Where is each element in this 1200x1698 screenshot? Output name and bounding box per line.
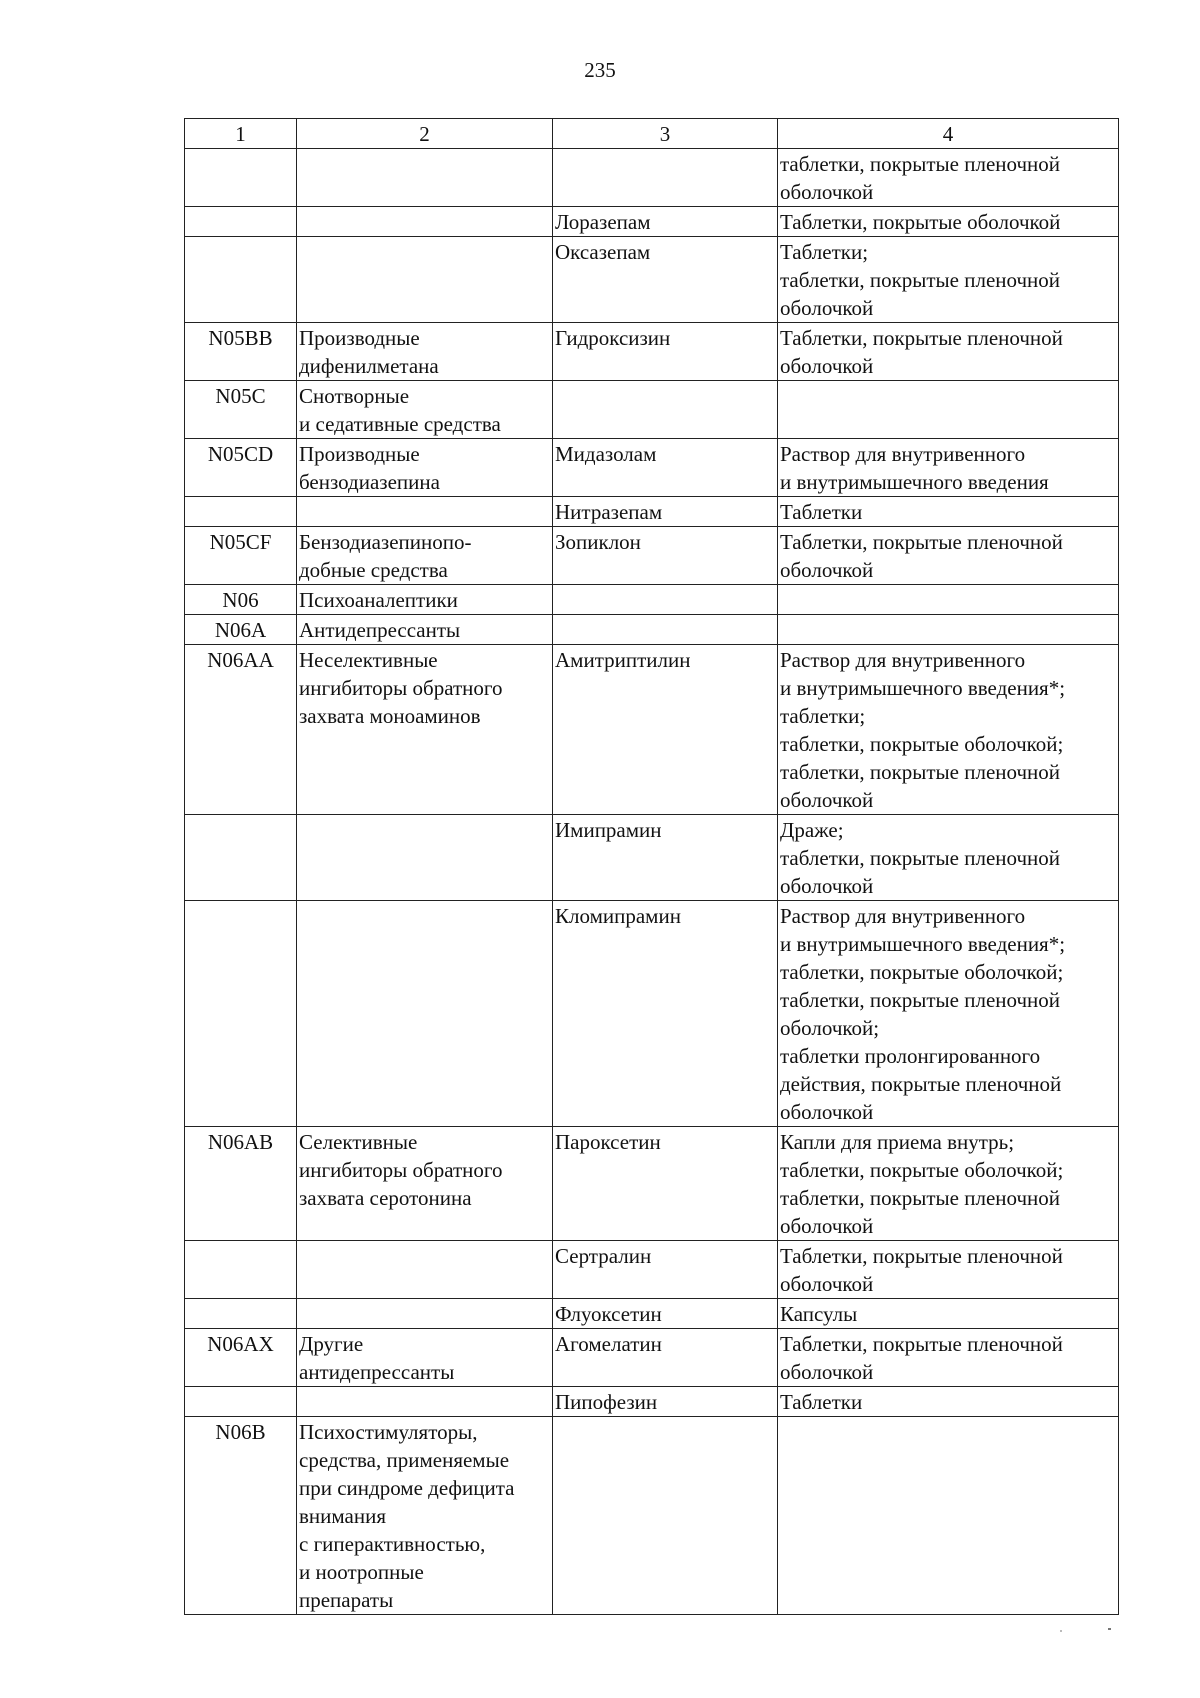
header-cell-col4: 4 [778, 119, 1119, 149]
drug-name-cell [553, 1241, 778, 1299]
atc-code-cell [185, 1241, 297, 1299]
drug-name-line: Мидазолам [555, 442, 657, 466]
drug-name-cell [553, 1387, 778, 1417]
drug-name-line: Сертралин [555, 1244, 652, 1268]
dosage-form-line: таблетки, покрытые оболочкой; [780, 1158, 1064, 1182]
table-row [185, 585, 1119, 615]
group-name-line: антидепрессанты [299, 1360, 455, 1384]
atc-code-cell: N05CF [185, 527, 297, 585]
drug-name-cell [553, 237, 778, 323]
group-name-line: препараты [299, 1588, 394, 1612]
group-name-cell [297, 237, 553, 323]
dosage-form-line: таблетки, покрытые пленочной [780, 152, 1061, 176]
dosage-form-line: таблетки, покрытые пленочной [780, 846, 1061, 870]
dosage-form-cell [778, 1417, 1119, 1615]
drug-name-line: Флуоксетин [555, 1302, 662, 1326]
group-name-cell [297, 381, 553, 439]
dosage-form-cell [778, 497, 1119, 527]
drug-name-cell [553, 527, 778, 585]
group-name-line: Селективные [299, 1130, 418, 1154]
dosage-form-line: действия, покрытые пленочной [780, 1072, 1062, 1096]
group-name-line: дифенилметана [299, 354, 439, 378]
dosage-form-cell [778, 381, 1119, 439]
dosage-form-line: оболочкой [780, 558, 874, 582]
group-name-cell [297, 815, 553, 901]
scan-artifact [1060, 1630, 1062, 1632]
drug-name-line: Гидроксизин [555, 326, 671, 350]
dosage-form-line: и внутримышечного введения [780, 470, 1049, 494]
drug-name-cell [553, 1417, 778, 1615]
atc-code-cell [185, 497, 297, 527]
table-row [185, 497, 1119, 527]
header-cell-col1: 1 [185, 119, 297, 149]
dosage-form-cell [778, 323, 1119, 381]
group-name-cell [297, 149, 553, 207]
group-name-cell [297, 1329, 553, 1387]
dosage-form-cell [778, 1299, 1119, 1329]
dosage-form-line: Капли для приема внутрь; [780, 1130, 1015, 1154]
group-name-line: средства, применяемые [299, 1448, 510, 1472]
dosage-form-line: таблетки пролонгированного [780, 1044, 1041, 1068]
atc-code-cell: N05C [185, 381, 297, 439]
dosage-form-line: оболочкой [780, 354, 874, 378]
dosage-form-cell [778, 207, 1119, 237]
dosage-form-cell [778, 527, 1119, 585]
group-name-line: Производные [299, 442, 420, 466]
dosage-form-line: Раствор для внутривенного [780, 648, 1026, 672]
dosage-form-cell [778, 1241, 1119, 1299]
group-name-line: Производные [299, 326, 420, 350]
group-name-line: Антидепрессанты [299, 618, 461, 642]
dosage-form-line: Раствор для внутривенного [780, 904, 1026, 928]
dosage-form-cell [778, 585, 1119, 615]
group-name-line: Психоаналептики [299, 588, 458, 612]
dosage-form-cell [778, 615, 1119, 645]
header-cell-col3: 3 [553, 119, 778, 149]
atc-code-cell [185, 1387, 297, 1417]
group-name-line: Другие [299, 1332, 364, 1356]
group-name-cell [297, 1417, 553, 1615]
group-name-cell [297, 439, 553, 497]
dosage-form-line: Таблетки, покрытые пленочной [780, 326, 1063, 350]
table-row [185, 645, 1119, 815]
group-name-cell [297, 1387, 553, 1417]
drug-name-line: Оксазепам [555, 240, 651, 264]
group-name-cell [297, 527, 553, 585]
drug-name-cell [553, 207, 778, 237]
dosage-form-cell [778, 645, 1119, 815]
dosage-form-line: Таблетки, покрытые пленочной [780, 1332, 1063, 1356]
dosage-form-cell [778, 901, 1119, 1127]
dosage-form-cell [778, 1329, 1119, 1387]
dosage-form-cell [778, 1127, 1119, 1241]
dosage-form-line: таблетки, покрытые оболочкой; [780, 732, 1064, 756]
drug-name-cell [553, 381, 778, 439]
atc-code-cell [185, 207, 297, 237]
table-row [185, 1387, 1119, 1417]
group-name-line: захвата серотонина [299, 1186, 472, 1210]
group-name-cell [297, 645, 553, 815]
table-row [185, 1127, 1119, 1241]
drug-name-cell [553, 1329, 778, 1387]
group-name-line: Снотворные [299, 384, 410, 408]
dosage-form-cell [778, 237, 1119, 323]
drug-name-cell [553, 585, 778, 615]
dosage-form-cell [778, 149, 1119, 207]
group-name-cell [297, 585, 553, 615]
drug-name-line: Нитразепам [555, 500, 663, 524]
group-name-line: внимания [299, 1504, 386, 1528]
scan-artifact [1108, 1628, 1111, 1630]
dosage-form-line: Таблетки, покрытые пленочной [780, 1244, 1063, 1268]
drug-classification-table [184, 118, 1119, 1615]
drug-name-line: Пароксетин [555, 1130, 661, 1154]
group-name-line: Бензодиазепинопо- [299, 530, 472, 554]
dosage-form-line: Таблетки, покрытые оболочкой [780, 210, 1061, 234]
dosage-form-line: Капсулы [780, 1302, 858, 1326]
dosage-form-line: Таблетки, покрытые пленочной [780, 530, 1063, 554]
group-name-line: добные средства [299, 558, 448, 582]
page-number: 235 [584, 58, 616, 82]
drug-name-line: Зопиклон [555, 530, 641, 554]
table-row [185, 615, 1119, 645]
drug-name-cell [553, 1127, 778, 1241]
dosage-form-line: оболочкой [780, 1360, 874, 1384]
dosage-form-line: оболочкой [780, 1272, 874, 1296]
dosage-form-line: оболочкой [780, 1100, 874, 1124]
group-name-cell [297, 1127, 553, 1241]
table-row [185, 1329, 1119, 1387]
dosage-form-line: Раствор для внутривенного [780, 442, 1026, 466]
drug-name-cell [553, 901, 778, 1127]
dosage-form-line: Таблетки [780, 1390, 863, 1414]
atc-code-cell [185, 815, 297, 901]
dosage-form-cell [778, 439, 1119, 497]
dosage-form-line: оболочкой [780, 296, 874, 320]
group-name-line: ингибиторы обратного [299, 1158, 503, 1182]
atc-code-cell: N06A [185, 615, 297, 645]
table-row [185, 815, 1119, 901]
dosage-form-line: таблетки, покрытые пленочной [780, 760, 1061, 784]
dosage-form-cell [778, 1387, 1119, 1417]
dosage-form-line: оболочкой [780, 874, 874, 898]
dosage-form-line: Драже; [780, 818, 844, 842]
atc-code-cell [185, 149, 297, 207]
dosage-form-line: оболочкой; [780, 1016, 880, 1040]
drug-name-line: Амитриптилин [555, 648, 691, 672]
atc-code-cell: N06AB [185, 1127, 297, 1241]
table-row [185, 237, 1119, 323]
group-name-cell [297, 615, 553, 645]
drug-name-line: Имипрамин [555, 818, 662, 842]
group-name-cell [297, 207, 553, 237]
atc-code-cell: N05BB [185, 323, 297, 381]
group-name-line: ингибиторы обратного [299, 676, 503, 700]
table-row [185, 901, 1119, 1127]
group-name-cell [297, 1241, 553, 1299]
group-name-line: Психостимуляторы, [299, 1420, 478, 1444]
drug-name-line: Лоразепам [555, 210, 651, 234]
group-name-cell [297, 497, 553, 527]
table-row [185, 1241, 1119, 1299]
table-row [185, 527, 1119, 585]
drug-name-cell [553, 439, 778, 497]
drug-name-cell [553, 497, 778, 527]
table-row [185, 207, 1119, 237]
atc-code-cell [185, 237, 297, 323]
group-name-line: с гиперактивностью, [299, 1532, 486, 1556]
atc-code-cell: N06 [185, 585, 297, 615]
group-name-line: бензодиазепина [299, 470, 440, 494]
drug-name-cell [553, 645, 778, 815]
header-cell-col2: 2 [297, 119, 553, 149]
drug-name-line: Пипофезин [555, 1390, 658, 1414]
drug-name-cell [553, 815, 778, 901]
table-row [185, 1417, 1119, 1615]
table-row [185, 323, 1119, 381]
group-name-cell [297, 323, 553, 381]
atc-code-cell: N05CD [185, 439, 297, 497]
dosage-form-line: оболочкой [780, 1214, 874, 1238]
dosage-form-line: таблетки, покрытые пленочной [780, 988, 1061, 1012]
atc-code-cell [185, 1299, 297, 1329]
dosage-form-line: таблетки, покрытые оболочкой; [780, 960, 1064, 984]
group-name-line: и седативные средства [299, 412, 501, 436]
group-name-cell [297, 901, 553, 1127]
dosage-form-line: таблетки, покрытые пленочной [780, 268, 1061, 292]
group-name-cell [297, 1299, 553, 1329]
table-header-row [185, 119, 1119, 149]
table-row [185, 439, 1119, 497]
group-name-line: при синдроме дефицита [299, 1476, 515, 1500]
atc-code-cell [185, 901, 297, 1127]
dosage-form-line: таблетки, покрытые пленочной [780, 1186, 1061, 1210]
drug-name-line: Кломипрамин [555, 904, 681, 928]
drug-name-cell [553, 149, 778, 207]
dosage-form-line: Таблетки; [780, 240, 869, 264]
atc-code-cell: N06AA [185, 645, 297, 815]
dosage-form-line: таблетки; [780, 704, 866, 728]
group-name-line: и ноотропные [299, 1560, 424, 1584]
dosage-form-line: и внутримышечного введения*; [780, 932, 1066, 956]
group-name-line: захвата моноаминов [299, 704, 481, 728]
table-row [185, 381, 1119, 439]
drug-name-cell [553, 615, 778, 645]
atc-code-cell: N06AX [185, 1329, 297, 1387]
dosage-form-line: и внутримышечного введения*; [780, 676, 1066, 700]
atc-code-cell: N06B [185, 1417, 297, 1615]
dosage-form-line: оболочкой [780, 788, 874, 812]
drug-name-cell [553, 323, 778, 381]
table-row [185, 1299, 1119, 1329]
dosage-form-line: Таблетки [780, 500, 863, 524]
drug-name-cell [553, 1299, 778, 1329]
dosage-form-line: оболочкой [780, 180, 874, 204]
group-name-line: Неселективные [299, 648, 438, 672]
drug-name-line: Агомелатин [555, 1332, 662, 1356]
dosage-form-cell [778, 815, 1119, 901]
table-row [185, 149, 1119, 207]
